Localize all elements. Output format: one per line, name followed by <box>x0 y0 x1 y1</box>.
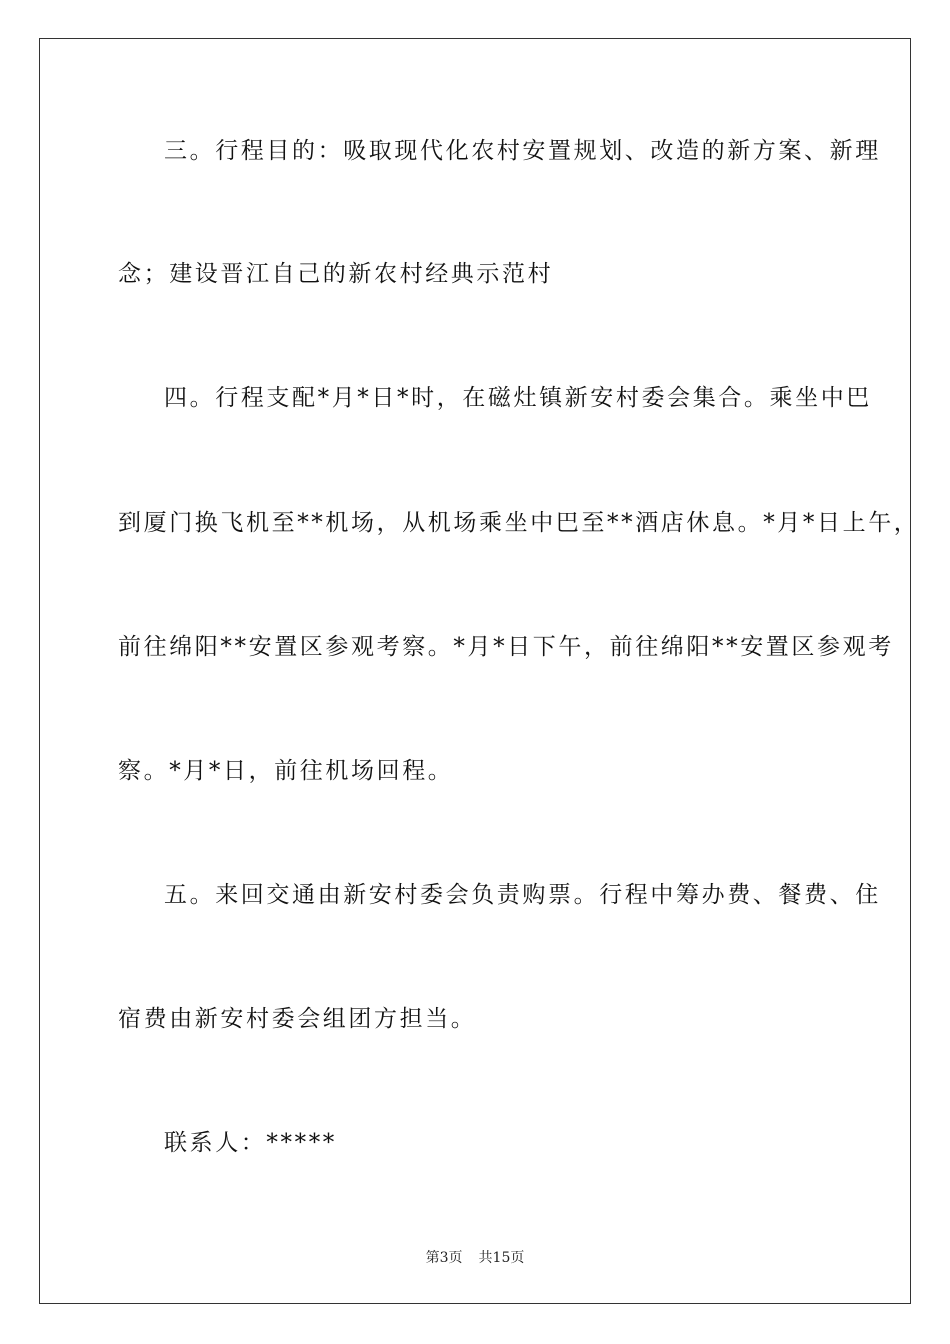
paragraph-4-line-1: 四。行程支配*月*日*时，在磁灶镇新安村委会集合。乘坐中巴 <box>164 385 872 411</box>
paragraph-4-line-2: 到厦门换飞机至**机场，从机场乘坐中巴至**酒店休息。*月*日上午， <box>118 510 920 536</box>
page-border <box>39 38 911 1304</box>
paragraph-5-line-1: 五。来回交通由新安村委会负责购票。行程中筹办费、餐费、住 <box>164 882 881 908</box>
page-footer <box>0 1247 950 1267</box>
page-number: 第3页 <box>425 1250 463 1266</box>
paragraph-5-line-2: 宿费由新安村委会组团方担当。 <box>118 1006 477 1032</box>
page-total: 共15页 <box>478 1250 525 1266</box>
paragraph-4-line-4: 察。*月*日，前往机场回程。 <box>118 758 454 784</box>
paragraph-4-line-3: 前往绵阳**安置区参观考察。*月*日下午，前往绵阳**安置区参观考 <box>118 634 894 660</box>
paragraph-3-line-1: 三。行程目的：吸取现代化农村安置规划、改造的新方案、新理 <box>164 138 881 164</box>
contact-line: 联系人：***** <box>164 1130 337 1156</box>
paragraph-3-line-2: 念；建设晋江自己的新农村经典示范村 <box>118 261 554 287</box>
